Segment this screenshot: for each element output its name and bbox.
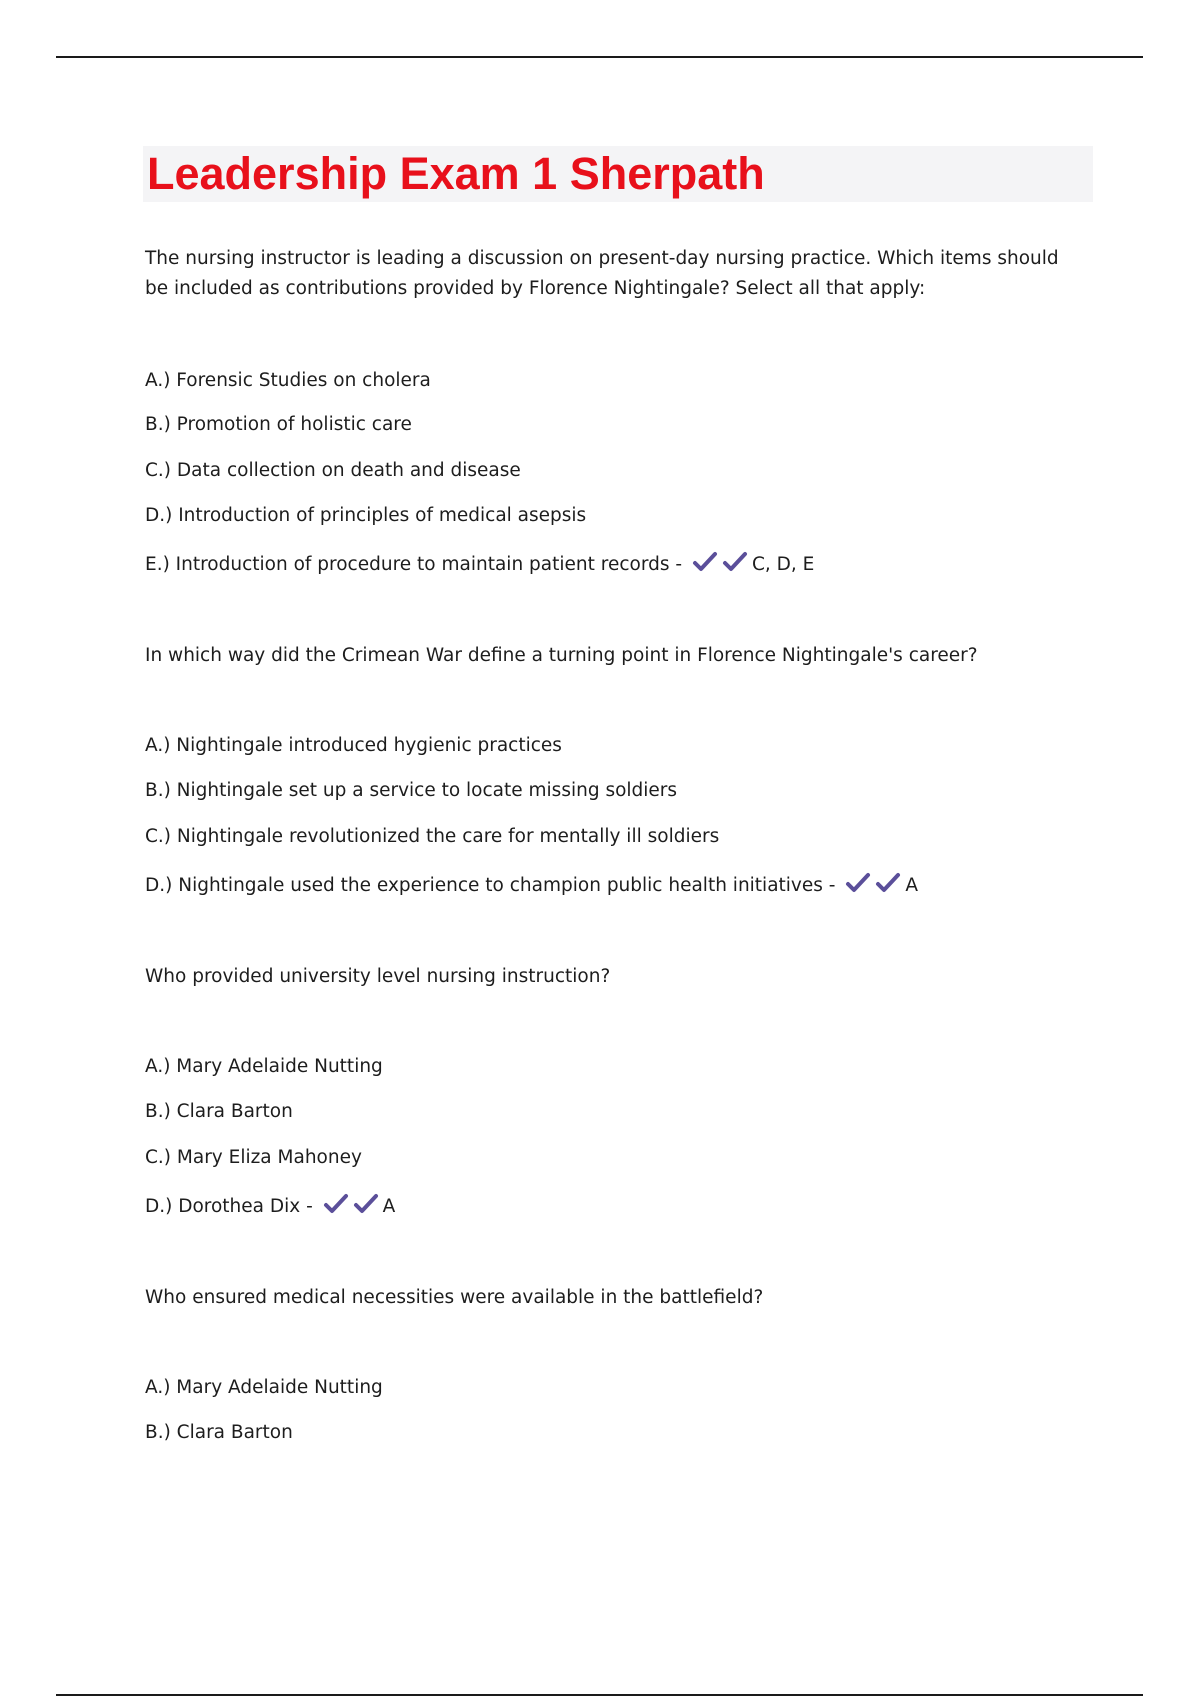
question-2-text: In which way did the Crimean War define a turning point in Florence Nightingale's career? — [145, 645, 978, 666]
question-2-option-c: C.) Nightingale revolutionized the care for mentally ill soldiers — [145, 826, 720, 847]
question-1-option-e-row — [145, 550, 814, 579]
bottom-rule — [56, 1694, 1143, 1696]
question-1-text: The nursing instructor is leading a discussion on present-day nursing practice. Which items should be included as contributions provided by Florence Nightingale? Select all that apply: — [145, 248, 1059, 299]
question-1-option-b: B.) Promotion of holistic care — [145, 414, 412, 435]
checkmark-icon — [722, 550, 748, 574]
question-4-option-b: B.) Clara Barton — [145, 1422, 293, 1443]
question-2-answer: A — [905, 875, 918, 896]
checkmark-icon — [692, 550, 718, 574]
question-1-option-d: D.) Introduction of principles of medical asepsis — [145, 505, 587, 526]
page-title: Leadership Exam 1 Sherpath — [147, 148, 765, 199]
question-3-answer: A — [382, 1196, 396, 1217]
question-3-option-d: D.) Dorothea Dix - — [145, 1196, 313, 1217]
checkmark-icon — [845, 871, 871, 895]
question-1-option-c: C.) Data collection on death and disease — [145, 460, 521, 481]
checkmark-icon — [323, 1192, 349, 1216]
question-2-option-a: A.) Nightingale introduced hygienic practices — [145, 735, 562, 756]
question-4-option-a: A.) Mary Adelaide Nutting — [145, 1377, 383, 1398]
question-1-answer: C, D, E — [751, 554, 815, 575]
checkmark-icon — [875, 871, 901, 895]
question-2-option-b: B.) Nightingale set up a service to locate missing soldiers — [145, 780, 678, 801]
question-4-text: Who ensured medical necessities were available in the battlefield? — [145, 1287, 764, 1308]
question-2-option-d-row — [145, 871, 918, 900]
top-rule — [56, 56, 1143, 58]
question-3-text: Who provided university level nursing instruction? — [145, 966, 611, 987]
question-3-option-c: C.) Mary Eliza Mahoney — [145, 1147, 362, 1168]
question-3-option-d-row — [145, 1192, 395, 1221]
question-3-option-a: A.) Mary Adelaide Nutting — [145, 1056, 383, 1077]
checkmark-icon — [353, 1192, 379, 1216]
question-3-option-b: B.) Clara Barton — [145, 1101, 293, 1122]
question-1-option-e: E.) Introduction of procedure to maintain patient records - — [145, 554, 683, 575]
question-2-option-d: D.) Nightingale used the experience to champion public health initiatives - — [145, 875, 836, 896]
question-1-option-a: A.) Forensic Studies on cholera — [145, 370, 431, 391]
